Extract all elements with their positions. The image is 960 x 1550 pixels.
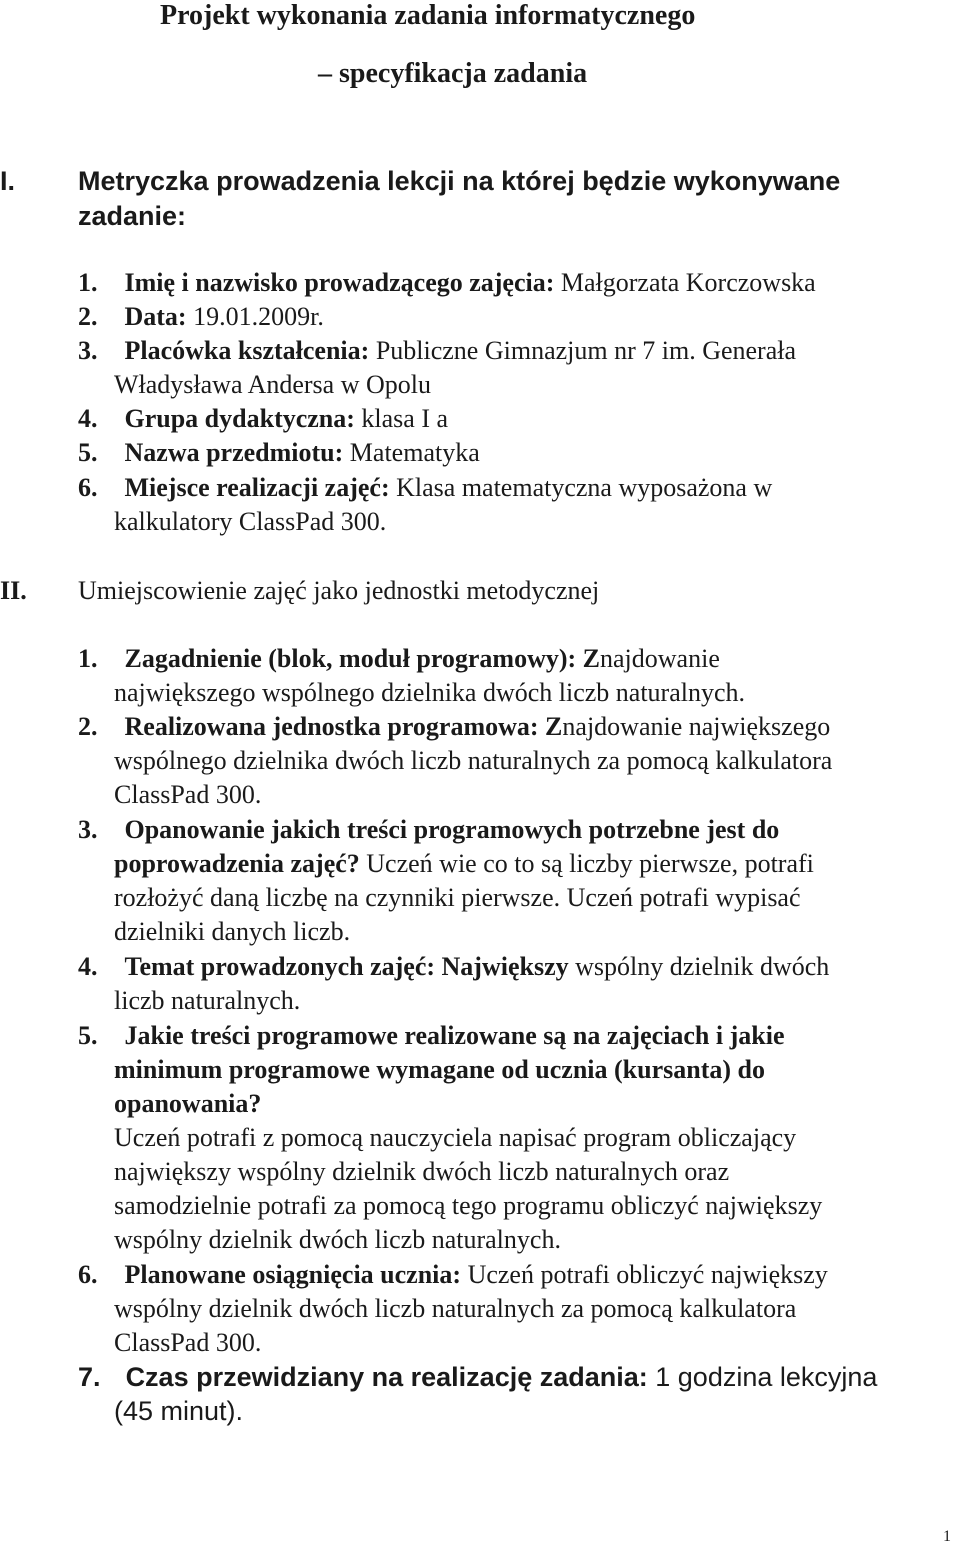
document-title: Projekt wykonania zadania informatycznego bbox=[160, 0, 696, 31]
topic-item-5: 5. Jakie treści programowe realizowane są na zajęciach i jakie bbox=[78, 1021, 785, 1050]
topic-item-5-cont5: samodzielnie potrafi za pomocą tego programu obliczyć największy bbox=[114, 1191, 823, 1220]
topic-item-5-cont6: wspólny dzielnik dwóch liczb naturalnych. bbox=[114, 1225, 561, 1254]
metric-label: Miejsce realizacji zajęć: bbox=[124, 473, 390, 502]
metric-label: Nazwa przedmiotu: bbox=[124, 438, 344, 467]
metric-value: Matematyka bbox=[343, 438, 480, 467]
section-1-numeral: I. bbox=[0, 166, 16, 196]
metric-label: Imię i nazwisko prowadzącego zajęcia: bbox=[124, 268, 555, 297]
topic-item-5-cont3: Uczeń potrafi z pomocą nauczyciela napisać program obliczający bbox=[114, 1123, 797, 1152]
topic-item-7: 7. Czas przewidziany na realizację zadania: 1 godzina lekcyjna bbox=[78, 1362, 878, 1392]
topic-item-6: 6. Planowane osiągnięcia ucznia: Uczeń potrafi obliczyć największy bbox=[78, 1260, 828, 1289]
topic-item-1-cont: największego wspólnego dzielnika dwóch liczb naturalnych. bbox=[114, 678, 746, 707]
section-1-heading: Metryczka prowadzenia lekcji na której będzie wykonywane bbox=[78, 166, 841, 196]
topic-item-5-cont2: opanowania? bbox=[114, 1089, 262, 1118]
metric-item-6: 6. Miejsce realizacji zajęć: Klasa matematyczna wyposażona w bbox=[78, 473, 773, 502]
topic-item-1: 1. Zagadnienie (blok, moduł programowy): Znajdowanie bbox=[78, 644, 720, 673]
metric-label: Grupa dydaktyczna: bbox=[124, 404, 355, 433]
topic-item-7-cont: (45 minut). bbox=[114, 1396, 244, 1426]
metric-item-4: 4. Grupa dydaktyczna: klasa I a bbox=[78, 404, 449, 433]
section-2-numeral: II. bbox=[0, 576, 27, 605]
topic-item-2-cont: wspólnego dzielnika dwóch liczb naturalnych za pomocą kalkulatora bbox=[114, 746, 833, 775]
topic-item-6-cont: wspólny dzielnik dwóch liczb naturalnych za pomocą kalkulatora bbox=[114, 1294, 797, 1323]
metric-value: klasa I a bbox=[354, 404, 449, 433]
metric-value: Publiczne Gimnazjum nr 7 im. Generała bbox=[369, 336, 797, 365]
topic-item-3-cont2: rozłożyć daną liczbę na czynniki pierwsze. Uczeń potrafi wypisać bbox=[114, 883, 801, 912]
metric-value: 19.01.2009r. bbox=[186, 302, 324, 331]
section-2-heading: Umiejscowienie zajęć jako jednostki metodycznej bbox=[78, 576, 600, 605]
metric-item-1: 1. Imię i nazwisko prowadzącego zajęcia: Małgorzata Korczowska bbox=[78, 268, 816, 297]
topic-item-5-cont4: największy wspólny dzielnik dwóch liczb naturalnych oraz bbox=[114, 1157, 730, 1186]
topic-item-2: 2. Realizowana jednostka programowa: Znajdowanie największego bbox=[78, 712, 831, 741]
metric-value: Klasa matematyczna wyposażona w bbox=[389, 473, 773, 502]
topic-item-3-cont: poprowadzenia zajęć? Uczeń wie co to są liczby pierwsze, potrafi bbox=[114, 849, 814, 878]
page-number: 1 bbox=[943, 1528, 951, 1545]
metric-item-6-cont: kalkulatory ClassPad 300. bbox=[114, 507, 387, 536]
section-1-heading-cont: zadanie: bbox=[78, 201, 187, 231]
metric-item-3: 3. Placówka kształcenia: Publiczne Gimnazjum nr 7 im. Generała bbox=[78, 336, 797, 365]
metric-item-5: 5. Nazwa przedmiotu: Matematyka bbox=[78, 438, 480, 467]
document-subtitle: – specyfikacja zadania bbox=[318, 58, 588, 89]
metric-value: Małgorzata Korczowska bbox=[554, 268, 816, 297]
topic-item-5-cont: minimum programowe wymagane od ucznia (kursanta) do bbox=[114, 1055, 765, 1084]
metric-label: Placówka kształcenia: bbox=[124, 336, 370, 365]
topic-item-3-cont3: dzielniki danych liczb. bbox=[114, 917, 351, 946]
topic-item-6-cont2: ClassPad 300. bbox=[114, 1328, 262, 1357]
metric-label: Data: bbox=[124, 302, 187, 331]
metric-item-3-cont: Władysława Andersa w Opolu bbox=[114, 370, 431, 399]
topic-item-2-cont2: ClassPad 300. bbox=[114, 780, 262, 809]
topic-item-4-cont: liczb naturalnych. bbox=[114, 986, 301, 1015]
metric-item-2: 2. Data: 19.01.2009r. bbox=[78, 302, 324, 331]
topic-item-3: 3. Opanowanie jakich treści programowych potrzebne jest do bbox=[78, 815, 780, 844]
topic-item-4: 4. Temat prowadzonych zajęć: Największy wspólny dzielnik dwóch bbox=[78, 952, 830, 981]
